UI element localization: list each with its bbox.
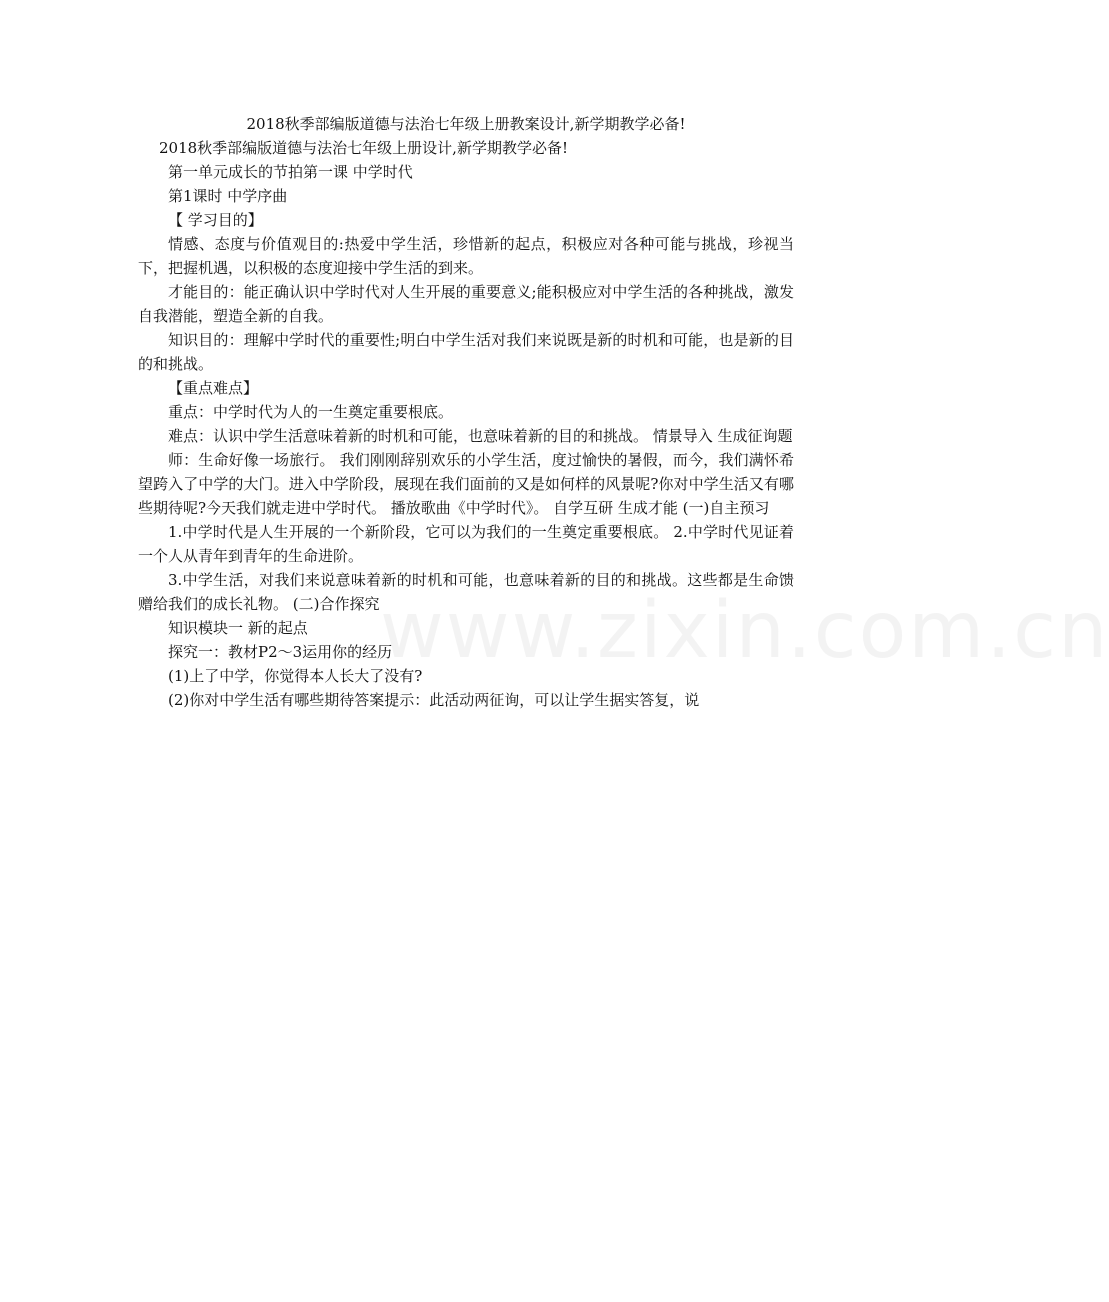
watermark: www.zixin.com.cn [380, 586, 1109, 676]
paragraph: 情感、态度与价值观目的:热爱中学生活，珍惜新的起点，积极应对各种可能与挑战，珍视当下，把握机遇，以积极的态度迎接中学生活的到来。 [138, 235, 794, 277]
paragraph: 1.中学时代是人生开展的一个新阶段，它可以为我们的一生奠定重要根底。 2.中学时代见证着一个人从青年到青年的生命进阶。 [138, 523, 794, 565]
unit-heading: 第一单元成长的节拍第一课 中学时代 [168, 163, 413, 181]
paragraph: 难点：认识中学生活意味着新的时机和可能，也意味着新的目的和挑战。 情景导入 生成征询题 [168, 427, 793, 445]
paragraph: 师：生命好像一场旅行。 我们刚刚辞别欢乐的小学生活，度过愉快的暑假，而今，我们满怀希望跨入了中学的大门。进入中学阶段，展现在我们面前的又是如何样的风景呢?你对中学生活又有哪些期待呢?今天我们就走进中学时代。 播放歌曲《中学时代》。 自学互研 生成才能 (一)自主预习 [138, 451, 794, 517]
paragraph: 重点：中学时代为人的一生奠定重要根底。 [168, 403, 454, 421]
document-title: 2018秋季部编版道德与法治七年级上册教案设计,新学期教学必备! [246, 115, 686, 133]
paragraph: 知识模块一 新的起点 [168, 619, 308, 637]
section-heading-objectives: 【 学习目的】 [168, 211, 263, 229]
paragraph: (1)上了中学，你觉得本人长大了没有? [168, 667, 423, 685]
document-subtitle: 2018秋季部编版道德与法治七年级上册设计,新学期教学必备! [159, 139, 568, 157]
section-heading-key-points: 【重点难点】 [168, 379, 259, 397]
paragraph: 3.中学生活，对我们来说意味着新的时机和可能，也意味着新的目的和挑战。这些都是生命馈赠给我们的成长礼物。 (二)合作探究 [138, 571, 794, 613]
paragraph: 探究一：教材P2～3运用你的经历 [168, 643, 393, 661]
paragraph: (2)你对中学生活有哪些期待答案提示：此活动两征询，可以让学生据实答复，说 [168, 691, 700, 709]
lesson-heading: 第1课时 中学序曲 [168, 187, 288, 205]
paragraph: 才能目的：能正确认识中学时代对人生开展的重要意义;能积极应对中学生活的各种挑战，激发自我潜能，塑造全新的自我。 [138, 283, 794, 325]
document-body [138, 112, 794, 712]
paragraph: 知识目的：理解中学时代的重要性;明白中学生活对我们来说既是新的时机和可能，也是新的目的和挑战。 [138, 331, 794, 373]
